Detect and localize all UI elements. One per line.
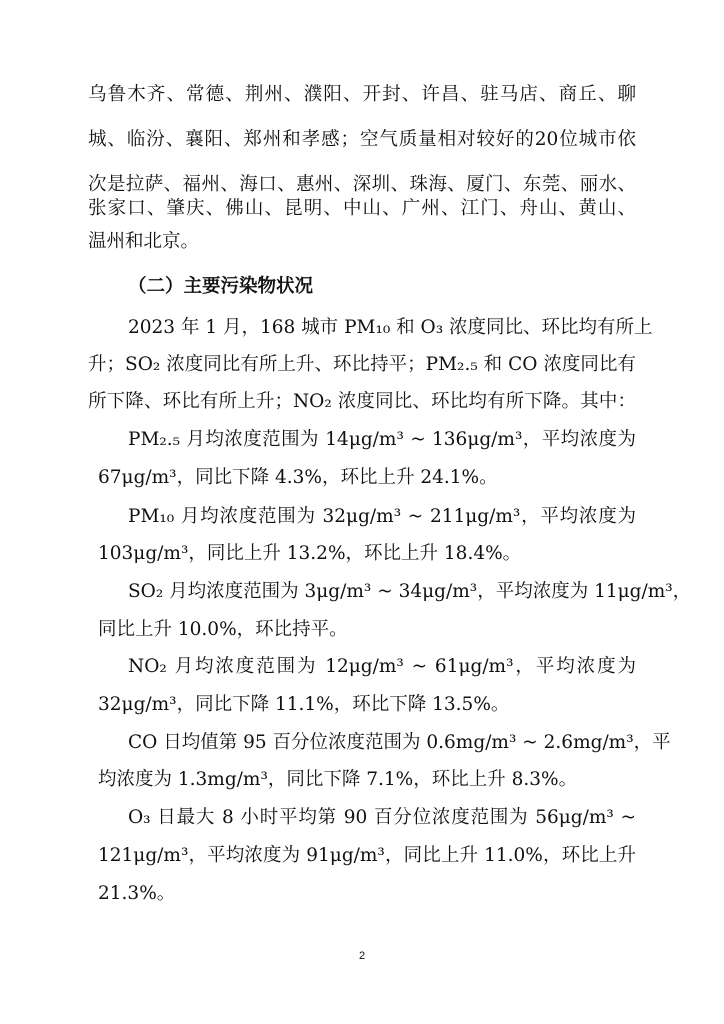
so2-line-1: SO₂ 月均浓度范围为 3μg/m³ ~ 34μg/m³，平均浓度为 11μg/m³， xyxy=(128,581,692,602)
summary-line-1: 2023 年 1 月，168 城市 PM₁₀ 和 O₃ 浓度同比、环比均有所上 xyxy=(128,317,653,338)
cities-line-2: 城、临汾、襄阳、郑州和孝感；空气质量相对较好的20位城市依 xyxy=(88,129,636,150)
co-line-1: CO 日均值第 95 百分位浓度范围为 0.6mg/m³ ~ 2.6mg/m³，平 xyxy=(128,732,671,753)
so2-line-2: 同比上升 10.0%，环比持平。 xyxy=(98,619,348,640)
cities-line-1: 乌鲁木齐、常德、荆州、濮阳、开封、许昌、驻马店、商丘、聊 xyxy=(88,84,636,105)
pm25-line-2: 67μg/m³，同比下降 4.3%，环比上升 24.1%。 xyxy=(98,467,498,488)
no2-line-2: 32μg/m³，同比下降 11.1%，环比下降 13.5%。 xyxy=(98,694,510,715)
co-line-2: 均浓度为 1.3mg/m³，同比下降 7.1%，环比上升 8.3%。 xyxy=(98,769,578,790)
section-heading: （二）主要污染物状况 xyxy=(128,276,314,297)
o3-line-3: 21.3%。 xyxy=(98,883,176,904)
summary-line-3: 所下降、环比有所上升；NO₂ 浓度同比、环比均有所下降。其中： xyxy=(88,391,636,412)
pm10-line-1: PM₁₀ 月均浓度范围为 32μg/m³ ~ 211μg/m³，平均浓度为 xyxy=(128,506,636,527)
summary-line-2: 升；SO₂ 浓度同比有所上升、环比持平；PM₂.₅ 和 CO 浓度同比有 xyxy=(88,354,636,375)
cities-line-4: 张家口、肇庆、佛山、昆明、中山、广州、江门、舟山、黄山、 xyxy=(88,198,636,219)
pm25-line-1: PM₂.₅ 月均浓度范围为 14μg/m³ ~ 136μg/m³，平均浓度为 xyxy=(128,429,636,450)
no2-line-1: NO₂ 月均浓度范围为 12μg/m³ ~ 61μg/m³，平均浓度为 xyxy=(128,656,636,677)
o3-line-2: 121μg/m³，平均浓度为 91μg/m³，同比上升 11.0%，环比上升 xyxy=(98,845,636,866)
o3-line-1: O₃ 日最大 8 小时平均第 90 百分位浓度范围为 56μg/m³ ~ xyxy=(128,807,636,828)
page-number: 2 xyxy=(358,950,366,962)
cities-line-3: 次是拉萨、福州、海口、惠州、深圳、珠海、厦门、东莞、丽水、 xyxy=(88,174,636,195)
pm10-line-2: 103μg/m³，同比上升 13.2%，环比上升 18.4%。 xyxy=(98,543,522,564)
cities-line-5: 温州和北京。 xyxy=(88,231,200,252)
